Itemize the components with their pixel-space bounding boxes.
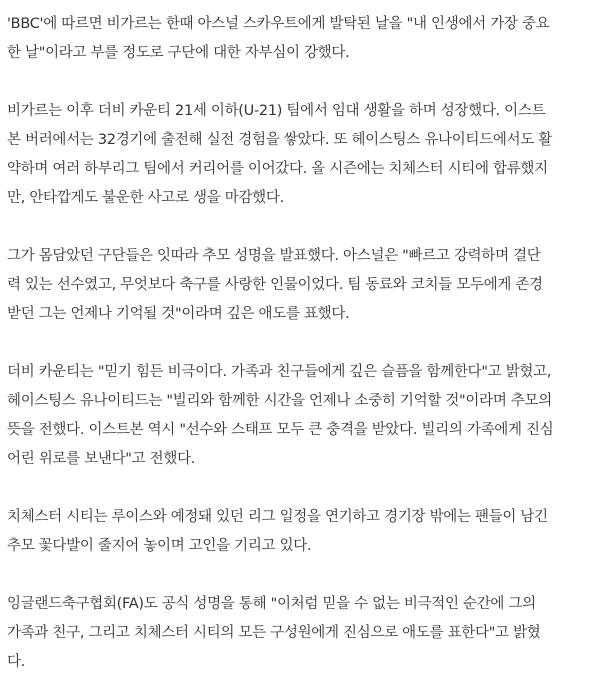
- text-line: 치체스터 시티는 루이스와 예정돼 있던 리그 일정을 연기하고 경기장 밖에는 팬들이 남긴: [7, 509, 548, 525]
- text-line: 본 버러에서는 32경기에 출전해 실전 경험을 쌓았다. 또 헤이스팅스 유나이티드에서도 활: [7, 132, 552, 148]
- text-line: 가족과 친구, 그리고 치체스터 시티의 모든 구성원에게 진심으로 애도를 표한다"고 밝혔: [7, 625, 541, 641]
- paragraph-1: [7, 10, 590, 68]
- text-line: 뜻을 전했다. 이스트본 역시 "선수와 스태프 모두 큰 충격을 받았다. 빌리의 가족에게 진심: [7, 422, 554, 438]
- text-line: 어린 위로를 보낸다"고 전했다.: [7, 451, 196, 467]
- text-line: 받던 그는 언제나 기억될 것"이라며 깊은 애도를 표했다.: [7, 306, 350, 322]
- paragraph-5: [7, 503, 590, 561]
- paragraph-2: [7, 97, 590, 213]
- text-line: 한 날"이라고 부를 정도로 구단에 대한 자부심이 강했다.: [7, 45, 350, 61]
- text-line: 추모 꽃다발이 줄지어 놓이며 고인을 기리고 있다.: [7, 538, 312, 554]
- text-line: 'BBC'에 따르면 비가르는 한때 아스널 스카우트에게 발탁된 날을 "내 인생에서 가장 중요: [7, 16, 550, 32]
- paragraph-4: [7, 358, 590, 474]
- text-line: 그가 몸담았던 구단들은 잇따라 추모 성명을 발표했다. 아스널은 "빠르고 강력하며 결단: [7, 248, 541, 264]
- paragraph-6: [7, 590, 590, 677]
- text-line: 약하며 여러 하부리그 팀에서 커리어를 이어갔다. 올 시즌에는 치체스터 시티에 합류했지: [7, 161, 548, 177]
- paragraph-3: [7, 242, 590, 329]
- text-line: 잉글랜드축구협회(FA)도 공식 성명을 통해 "이처럼 믿을 수 없는 비극적인 순간에 그의: [7, 596, 536, 612]
- text-line: 헤이스팅스 유나이티드는 "빌리와 함께한 시간을 언제나 소중히 기억할 것"이라며 추모의: [7, 393, 552, 409]
- text-line: 력 있는 선수였고, 무엇보다 축구를 사랑한 인물이었다. 팀 동료와 코치들 모두에게 존경: [7, 277, 543, 293]
- text-line: 비가르는 이후 더비 카운티 21세 이하(U-21) 팀에서 임대 생활을 하며 성장했다. 이스트: [7, 103, 546, 119]
- text-line: 만, 안타깝게도 불운한 사고로 생을 마감했다.: [7, 190, 284, 206]
- text-line: 다.: [7, 654, 26, 670]
- text-line: 더비 카운티는 "믿기 힘든 비극이다. 가족과 친구들에게 깊은 슬픔을 함께한다"고 밝혔고,: [7, 364, 552, 380]
